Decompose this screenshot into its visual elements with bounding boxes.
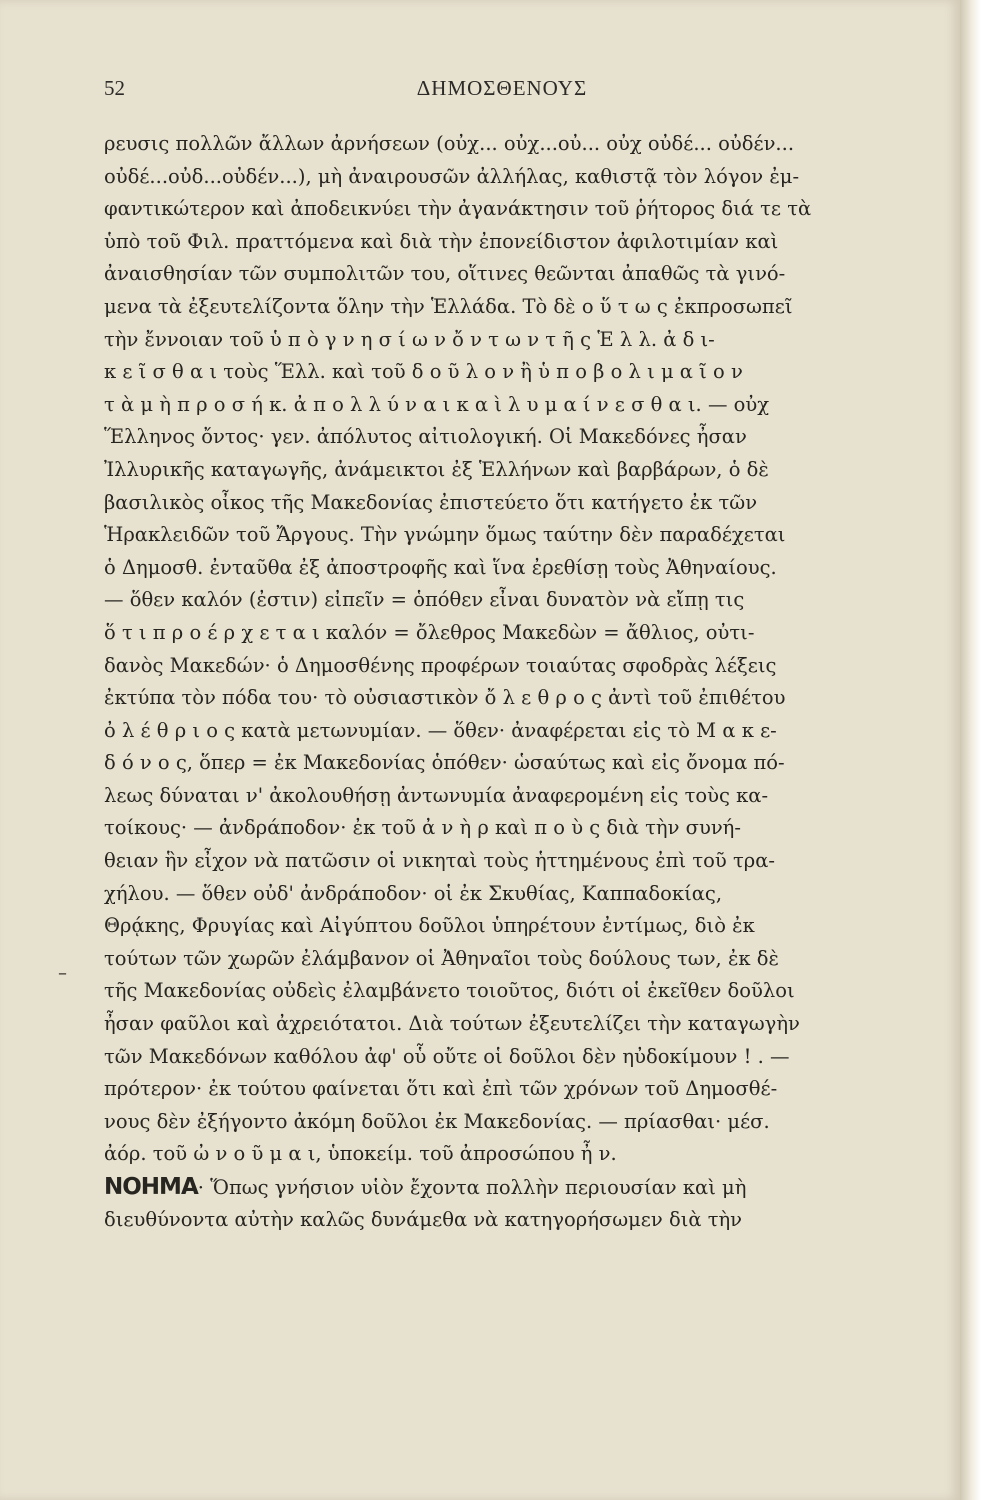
page-header <box>104 76 900 100</box>
running-title: ΔΗΜΟΣΘΕΝΟΥΣ <box>416 76 588 100</box>
noema-text: · Ὅπως γνήσιον υἱὸν ἔχοντα πολλὴν περιουσίαν καὶ μὴ <box>197 1176 747 1199</box>
text-line: μενα τὰ ἐξευτελίζοντα ὅλην τὴν Ἑλλάδα. Τὸ δὲ ο ὕ τ ω ς ἐκπροσωπεῖ <box>104 294 793 318</box>
margin-mark: – <box>58 963 67 984</box>
text-line: τῶν Μακεδόνων καθόλου ἀφ' οὗ οὔτε οἱ δοῦλοι δὲν ηὐδοκίμουν ! . — <box>104 1044 790 1068</box>
text-line: ρευσις πολλῶν ἄλλων ἀρνήσεων (οὐχ... οὐχ...οὐ... οὐχ οὐδέ... οὐδέν... <box>104 132 795 155</box>
text-line: ὑπὸ τοῦ Φιλ. πραττόμενα καὶ διὰ τὴν ἐπονείδιστον ἀφιλοτιμίαν καὶ <box>104 229 779 253</box>
text-line: οὐδέ...οὐδ...οὐδέν...), μὴ ἀναιρουσῶν ἀλλήλας, καθιστᾷ τὸν λόγον ἐμ- <box>104 164 800 188</box>
text-line: δανὸς Μακεδών· ὁ Δημοσθένης προφέρων τοιαύτας σφοδρὰς λέξεις <box>104 653 777 677</box>
text-line: πρότερον· ἐκ τούτου φαίνεται ὅτι καὶ ἐπὶ τῶν χρόνων τοῦ Δημοσθέ- <box>104 1077 778 1101</box>
text-line: τοίκους· — ἀνδράποδον· ἐκ τοῦ ἀ ν ὴ ρ καὶ π ο ὺ ς διὰ τὴν συνή- <box>104 816 741 840</box>
text-line: δ ό ν ο ς, ὅπερ = ἐκ Μακεδονίας ὁπόθεν· ὡσαύτως καὶ εἰς ὄνομα πό- <box>104 751 785 775</box>
text-line: τ ὰ μ ὴ π ρ ο σ ή κ. ἀ π ο λ λ ύ ν α ι κ α ὶ λ υ μ α ί ν ε σ θ α ι. — οὐχ <box>104 392 770 416</box>
text-line: χήλου. — ὅθεν οὐδ' ἀνδράποδον· οἱ ἐκ Σκυθίας, Καππαδοκίας, <box>104 881 723 905</box>
text-line: βασιλικὸς οἶκος τῆς Μακεδονίας ἐπιστεύετο ὅτι κατήγετο ἐκ τῶν <box>104 490 758 514</box>
text-line: ὀ λ έ θ ρ ι ο ς κατὰ μετωνυμίαν. — ὅθεν· ἀναφέρεται εἰς τὸ Μ α κ ε- <box>104 718 777 742</box>
text-line: ἦσαν φαῦλοι καὶ ἀχρειότατοι. Διὰ τούτων ἐξευτελίζει τὴν καταγωγὴν <box>104 1012 800 1036</box>
noema-line <box>104 1171 960 1204</box>
text-line: τῆς Μακεδονίας οὐδεὶς ἐλαμβάνετο τοιοῦτος, διότι οἱ ἐκεῖθεν δοῦλοι <box>104 979 795 1003</box>
text-line: νους δὲν ἐξήγοντο ἀκόμη δοῦλοι ἐκ Μακεδονίας. — πρίασθαι· μέσ. <box>104 1109 770 1133</box>
text-line: ἀόρ. τοῦ ὠ ν ο ῦ μ α ι, ὑποκείμ. τοῦ ἀπροσώπου ἦ ν. <box>104 1142 617 1166</box>
text-line: Ἕλληνος ὄντος· γεν. ἀπόλυτος αἰτιολογική. Οἱ Μακεδόνες ἦσαν <box>104 425 747 449</box>
page-number: 52 <box>104 76 125 100</box>
text-line: ὅ τ ι π ρ ο έ ρ χ ε τ α ι καλόν = ὄλεθρος Μακεδὼν = ἄθλιος, οὐτι- <box>104 620 755 644</box>
text-line: ἐκτύπα τὸν πόδα του· τὸ οὐσιαστικὸν ὄ λ ε θ ρ ο ς ἀντὶ τοῦ ἐπιθέτου <box>104 686 786 710</box>
text-line: τὴν ἔννοιαν τοῦ ὑ π ὸ γ ν η σ ί ω ν ὄ ν τ ω ν τ ῆ ς Ἑ λ λ. ἀ δ ι- <box>104 327 715 351</box>
text-line: τούτων τῶν χωρῶν ἐλάμβανον οἱ Ἀθηναῖοι τοὺς δούλους των, ἐκ δὲ <box>104 946 779 970</box>
text-line: ἀναισθησίαν τῶν συμπολιτῶν του, οἵτινες θεῶνται ἀπαθῶς τὰ γινό- <box>104 262 786 286</box>
text-line: Ἰλλυρικῆς καταγωγῆς, ἀνάμεικτοι ἐξ Ἑλλήνων καὶ βαρβάρων, ὁ δὲ <box>104 457 769 481</box>
text-line: — ὅθεν καλόν (ἐστιν) εἰπεῖν = ὁπόθεν εἶναι δυνατὸν νὰ εἴπῃ τις <box>104 588 745 612</box>
noema-line: διευθύνοντα αὐτὴν καλῶς δυνάμεθα νὰ κατηγορήσωμεν διὰ τὴν <box>104 1207 743 1231</box>
text-line: ὁ Δημοσθ. ἐνταῦθα ἐξ ἀποστροφῆς καὶ ἵνα ἐρεθίσῃ τοὺς Ἀθηναίους. <box>104 555 777 579</box>
text-line: θειαν ἣν εἶχον νὰ πατῶσιν οἱ νικηταὶ τοὺς ἡττημένους ἐπὶ τοῦ τρα- <box>104 849 775 873</box>
text-line: λεως δύναται ν' ἀκολουθήσῃ ἀντωνυμία ἀναφερομένη εἰς τοὺς κα- <box>104 783 769 807</box>
text-line: κ ε ῖ σ θ α ι τοὺς Ἕλλ. καὶ τοῦ δ ο ῦ λ ο ν ἢ ὑ π ο β ο λ ι μ α ῖ ο ν <box>104 360 743 384</box>
page-edge <box>960 0 981 1500</box>
text-line: φαντικώτερον καὶ ἀποδεικνύει τὴν ἀγανάκτησιν τοῦ ῥήτορος διά τε τὰ <box>104 197 812 221</box>
text-line: Θρᾴκης, Φρυγίας καὶ Αἰγύπτου δοῦλοι ὑπηρέτουν ἐντίμως, διὸ ἐκ <box>104 914 755 938</box>
noema-label: ΝΟΗΜΑ <box>104 1174 198 1200</box>
text-line: Ἡρακλειδῶν τοῦ Ἄργους. Τὴν γνώμην ὅμως ταύτην δὲν παραδέχεται <box>104 523 786 547</box>
commentary-text <box>104 128 960 1236</box>
